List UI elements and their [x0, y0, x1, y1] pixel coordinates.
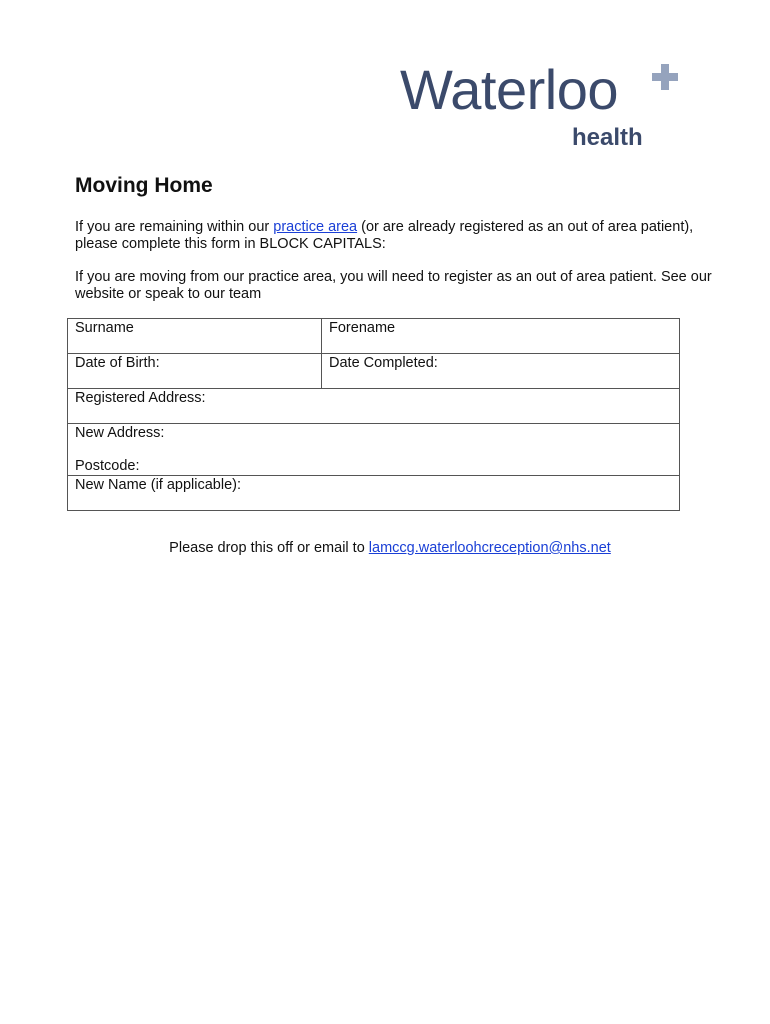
date-completed-field[interactable] — [322, 354, 680, 389]
new-address-label: New Address: — [75, 425, 165, 441]
date-completed-label: Date Completed: — [329, 355, 438, 371]
forename-label: Forename — [329, 320, 396, 336]
footer-note — [0, 540, 770, 556]
dob-field[interactable] — [68, 354, 322, 389]
intro-text-start: If you are remaining within our — [75, 219, 274, 235]
surname-field[interactable] — [68, 319, 322, 354]
intro-text-end: (or are already registered as an out of area patient), please complete this form in BLOCK CAPITALS: — [75, 219, 694, 252]
plus-icon — [652, 64, 678, 90]
registered-address-label: Registered Address: — [75, 390, 206, 406]
intro-paragraph — [75, 219, 715, 253]
practice-area-link[interactable]: practice area — [273, 219, 358, 235]
logo-wordmark: Waterloo — [400, 58, 619, 121]
page-title: Moving Home — [75, 174, 213, 197]
registered-address-field[interactable] — [68, 389, 680, 424]
new-name-label: New Name (if applicable): — [75, 477, 242, 493]
postcode-label: Postcode: — [75, 458, 140, 474]
moving-home-form — [67, 318, 680, 511]
moving-notice: If you are moving from our practice area, you will need to register as an out of area patient. See our website or speak to our team — [75, 269, 712, 302]
new-name-field[interactable] — [68, 476, 680, 511]
forename-field[interactable] — [322, 319, 680, 354]
new-address-field[interactable] — [68, 424, 680, 476]
dob-label: Date of Birth: — [75, 355, 160, 371]
footer-text: Please drop this off or email to — [169, 540, 369, 556]
email-link[interactable]: lamccg.waterloohcreception@nhs.net — [368, 540, 611, 556]
surname-label: Surname — [75, 320, 134, 336]
waterloo-health-logo — [400, 58, 690, 158]
logo-subtext: health — [572, 124, 643, 151]
